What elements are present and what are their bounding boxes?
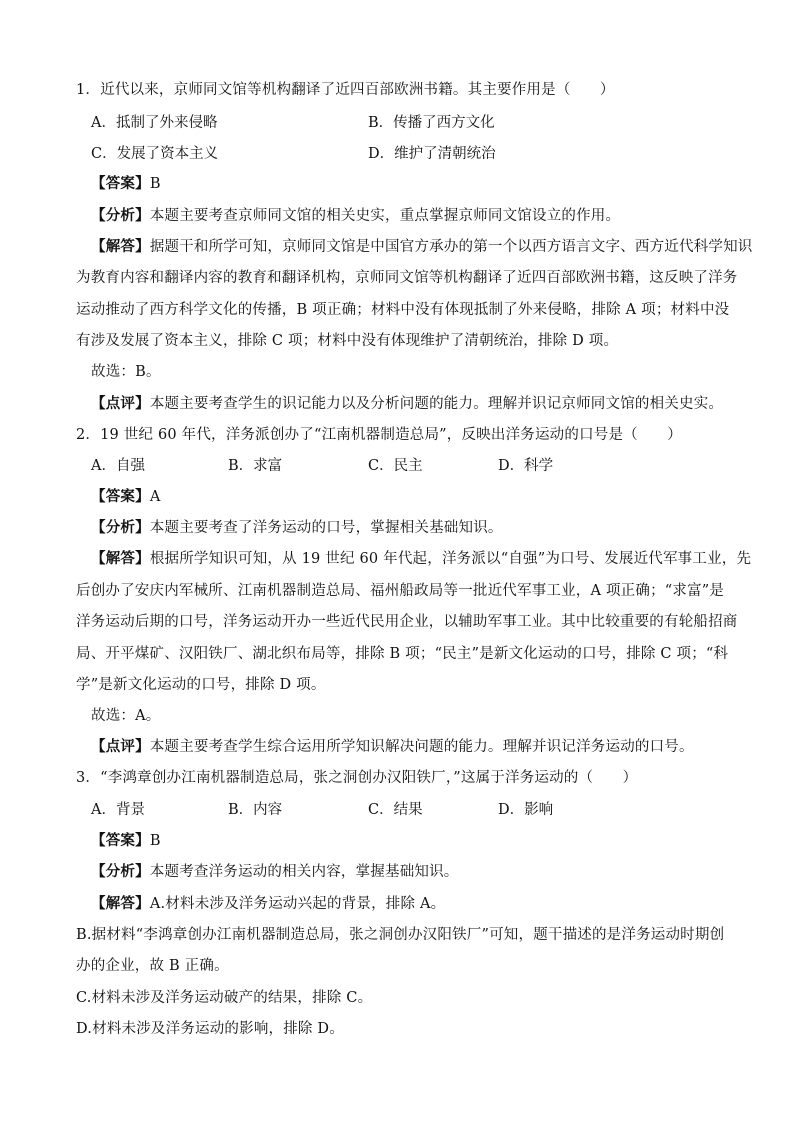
question-2-stem: 2．19 世纪 60 年代，洋务派创办了“江南机器制造总局”，反映出洋务运动的口号是（ ） [76,427,682,443]
solution-tag: 【解答】 [91,550,150,567]
comment-text: 本题主要考查学生的识记能力以及分析问题的能力。理解并识记京师同文馆的相关史实。 [149,396,724,412]
question-2-answer [91,487,160,507]
comment-tag: 【点评】 [91,395,150,412]
solution-tag: 【解答】 [91,238,150,255]
solution-line: 后创办了安庆内军械所、江南机器制造总局、福州船政局等一批近代军事工业，A 项正确；“求富”是 [76,583,725,599]
solution-line: 根据所学知识可知，从 19 世纪 60 年代起，洋务派以“自强”为口号、发展近代军事工业，先 [149,551,752,567]
analysis-tag: 【分析】 [91,207,150,224]
question-1-option-c: C．发展了资本主义 [91,146,219,162]
solution-line: A.材料未涉及洋务运动兴起的背景，排除 A。 [149,896,446,912]
question-3-analysis [91,862,459,882]
question-3-option-d: D．影响 [498,802,554,818]
question-1-answer [91,174,161,194]
solution-line: 学”是新文化运动的口号，排除 D 项。 [76,677,326,693]
answer-tag: 【答案】 [91,175,150,192]
question-3-stem: 3．“李鸿章创办江南机器制造总局，张之洞创办汉阳铁厂，”这属于洋务运动的（ ） [76,770,638,786]
answer-value: A [149,489,161,505]
solution-line: 局、开平煤矿、汉阳铁厂、湖北织布局等，排除 B 项；“民主”是新文化运动的口号，排除 C 项；“科 [76,646,729,662]
comment-text: 本题主要考查学生综合运用所学知识解决问题的能力。理解并识记洋务运动的口号。 [149,739,694,755]
solution-line: C.材料未涉及洋务运动破产的结果，排除 C。 [76,990,373,1006]
question-3-answer [91,831,161,851]
answer-value: B [149,833,161,849]
solution-line: 据题干和所学可知，京师同文馆是中国官方承办的第一个以西方语言文字、西方近代科学知识 [149,239,753,255]
analysis-tag: 【分析】 [91,519,150,536]
question-2-option-a: A．自强 [91,458,145,474]
question-2-choose: 故选：A。 [91,708,161,724]
solution-line: 洋务运动后期的口号，洋务运动开办一些近代民用企业，以辅助军事工业。其中比较重要的有轮船招商 [76,614,738,630]
question-1-solution [91,237,753,257]
question-3-option-b: B．内容 [228,802,283,818]
analysis-text: 本题主要考查了洋务运动的口号，掌握相关基础知识。 [149,520,503,536]
question-1-choose: 故选：B。 [91,364,161,380]
question-2-solution [91,549,751,569]
solution-line: B.据材料“李鸿章创办江南机器制造总局，张之洞创办汉阳铁厂”可知，题干描述的是洋务运动时期创 [76,927,725,943]
question-1-option-d: D．维护了清朝统治 [368,146,496,162]
question-1-analysis [91,206,620,226]
solution-line: 运动推动了西方科学文化的传播，B 项正确；材料中没有体现抵制了外来侵略，排除 A 项；材料中没 [76,302,730,318]
question-2-analysis [91,518,503,538]
question-2-option-b: B．求富 [228,458,283,474]
question-2-comment [91,737,694,757]
answer-value: B [149,176,161,192]
solution-line: 为教育内容和翻译内容的教育和翻译机构，京师同文馆等机构翻译了近四百部欧洲书籍，这反映了洋务 [76,270,738,286]
question-2-option-c: C．民主 [368,458,423,474]
analysis-text: 本题考查洋务运动的相关内容，掌握基础知识。 [149,864,459,880]
question-1-option-a: A．抵制了外来侵略 [91,115,218,131]
analysis-tag: 【分析】 [91,863,150,880]
answer-tag: 【答案】 [91,832,150,849]
analysis-text: 本题主要考查京师同文馆的相关史实，重点掌握京师同文馆设立的作用。 [149,208,621,224]
question-1-stem: 1．近代以来，京师同文馆等机构翻译了近四百部欧洲书籍。其主要作用是（ ） [76,82,615,98]
question-2-option-d: D．科学 [498,458,554,474]
question-3-option-a: A．背景 [91,802,145,818]
solution-tag: 【解答】 [91,895,150,912]
comment-tag: 【点评】 [91,738,150,755]
solution-line: 有涉及发展了资本主义，排除 C 项；材料中没有体现维护了清朝统治，排除 D 项。 [76,333,619,349]
answer-tag: 【答案】 [91,488,150,505]
question-3-solution [91,894,445,914]
question-1-option-b: B．传播了西方文化 [368,115,495,131]
solution-line: 办的企业，故 B 正确。 [76,958,229,974]
question-1-comment [91,394,723,414]
solution-line: D.材料未涉及洋务运动的影响，排除 D。 [76,1021,344,1037]
question-3-option-c: C．结果 [368,802,423,818]
